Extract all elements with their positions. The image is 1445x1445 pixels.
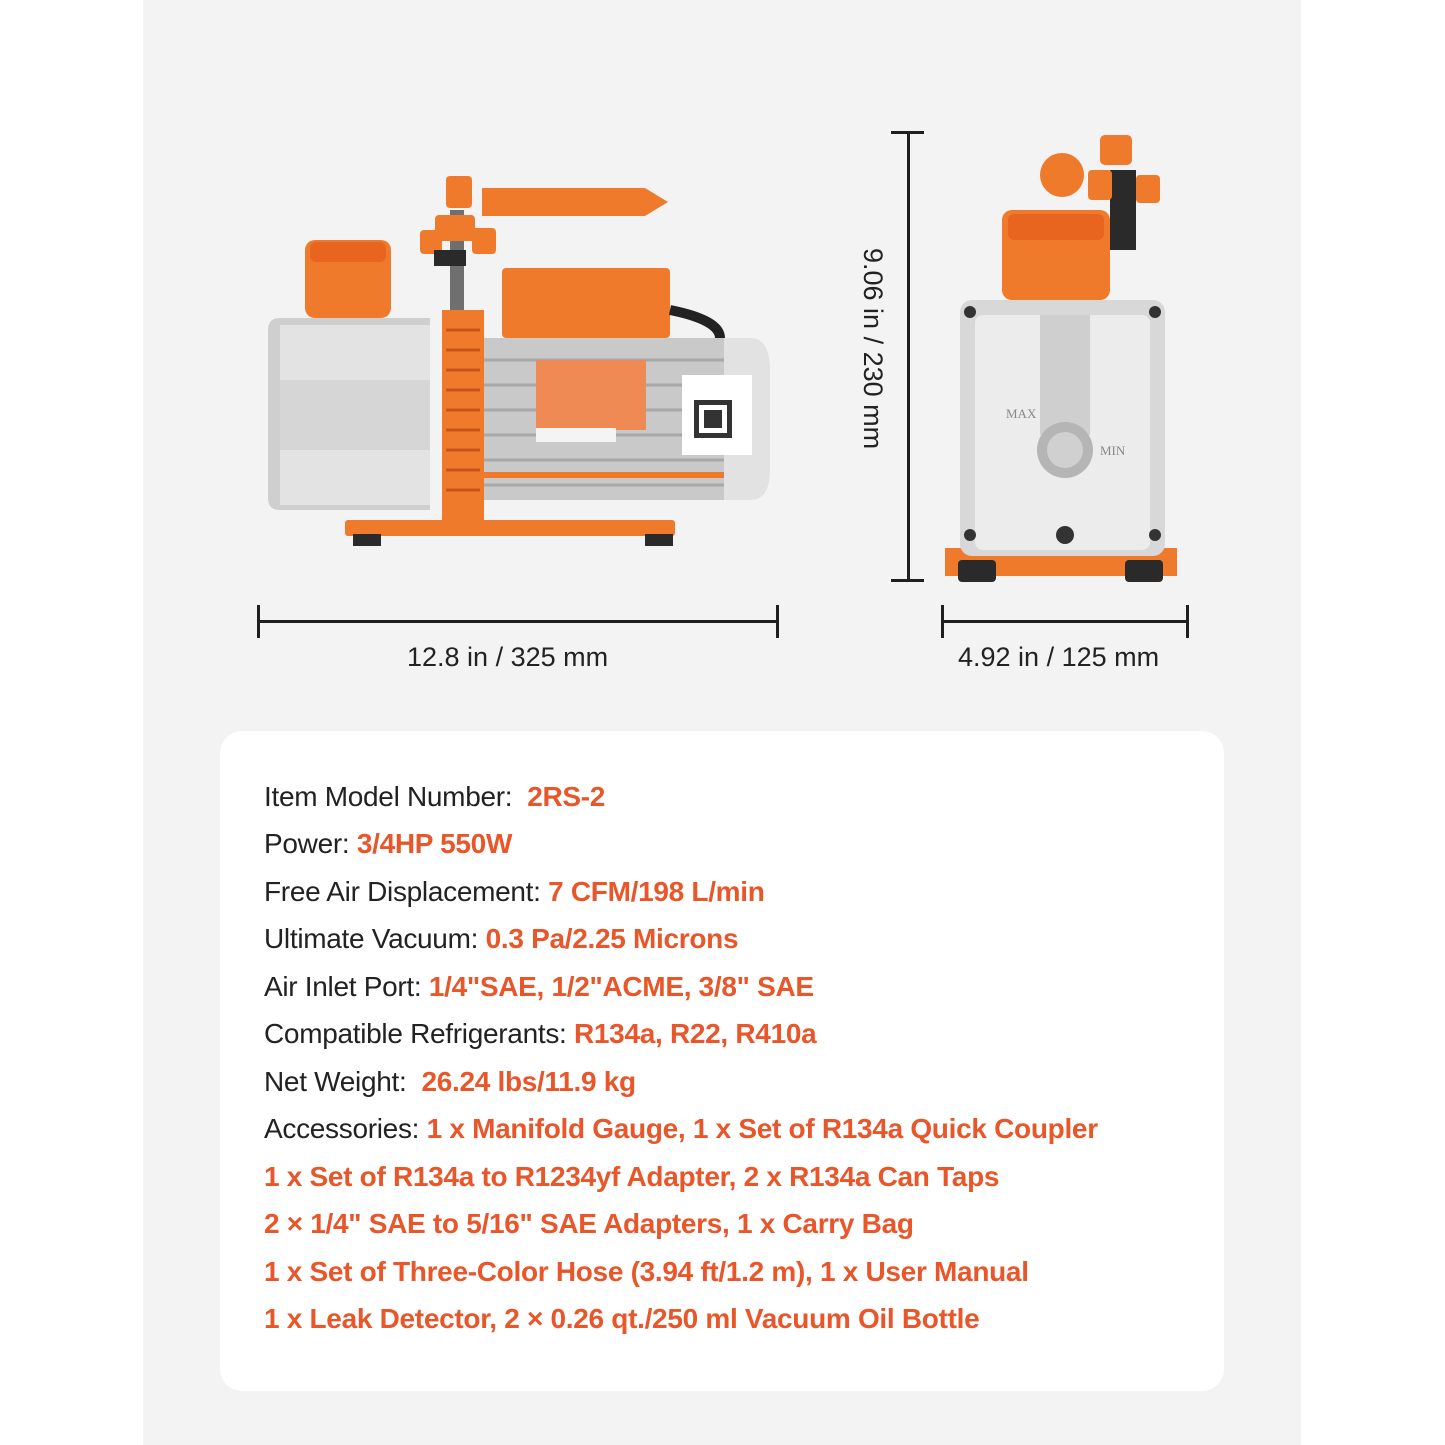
spec-air-inlet-port: Air Inlet Port: 1/4"SAE, 1/2"ACME, 3/8" SAE <box>264 971 814 1002</box>
length-dimension-tick-right <box>776 605 779 638</box>
spec-ultimate-vacuum: Ultimate Vacuum: 0.3 Pa/2.25 Microns <box>264 923 739 954</box>
pump-front-view <box>940 130 1190 590</box>
specifications-card <box>220 731 1224 1391</box>
width-dimension-tick-right <box>1186 605 1189 638</box>
height-dimension-tick-bottom <box>891 579 924 582</box>
spec-power: Power: 3/4HP 550W <box>264 828 513 859</box>
width-dimension-label: 4.92 in / 125 mm <box>958 642 1160 672</box>
accessory-line: 1 x Set of R134a to R1234yf Adapter, 2 x R134a Can Taps <box>264 1161 1000 1192</box>
min-mark: MIN <box>1100 443 1126 458</box>
pump-side-view <box>250 170 790 560</box>
length-dimension-label: 12.8 in / 325 mm <box>407 642 609 672</box>
spec-refrigerants: Compatible Refrigerants: R134a, R22, R410a <box>264 1018 817 1049</box>
spec-model-number: Item Model Number: 2RS-2 <box>264 781 606 812</box>
max-mark: MAX <box>1006 406 1037 421</box>
spec-accessories: Accessories: 1 x Manifold Gauge, 1 x Set of R134a Quick Coupler <box>264 1113 1098 1144</box>
width-dimension-line <box>941 620 1189 623</box>
length-dimension-line <box>257 620 778 623</box>
accessory-line: 1 x Set of Three-Color Hose (3.94 ft/1.2 m), 1 x User Manual <box>264 1256 1029 1287</box>
accessory-line: 1 x Leak Detector, 2 × 0.26 qt./250 ml Vacuum Oil Bottle <box>264 1303 980 1334</box>
height-dimension-label: 9.06 in / 230 mm <box>858 248 888 450</box>
width-dimension-tick-left <box>941 605 944 638</box>
height-dimension-tick-top <box>891 131 924 134</box>
height-dimension-line <box>907 131 910 582</box>
accessory-line: 2 × 1/4" SAE to 5/16" SAE Adapters, 1 x Carry Bag <box>264 1208 914 1239</box>
length-dimension-tick-left <box>257 605 260 638</box>
spec-air-displacement: Free Air Displacement: 7 CFM/198 L/min <box>264 876 765 907</box>
spec-net-weight: Net Weight: 26.24 lbs/11.9 kg <box>264 1066 636 1097</box>
